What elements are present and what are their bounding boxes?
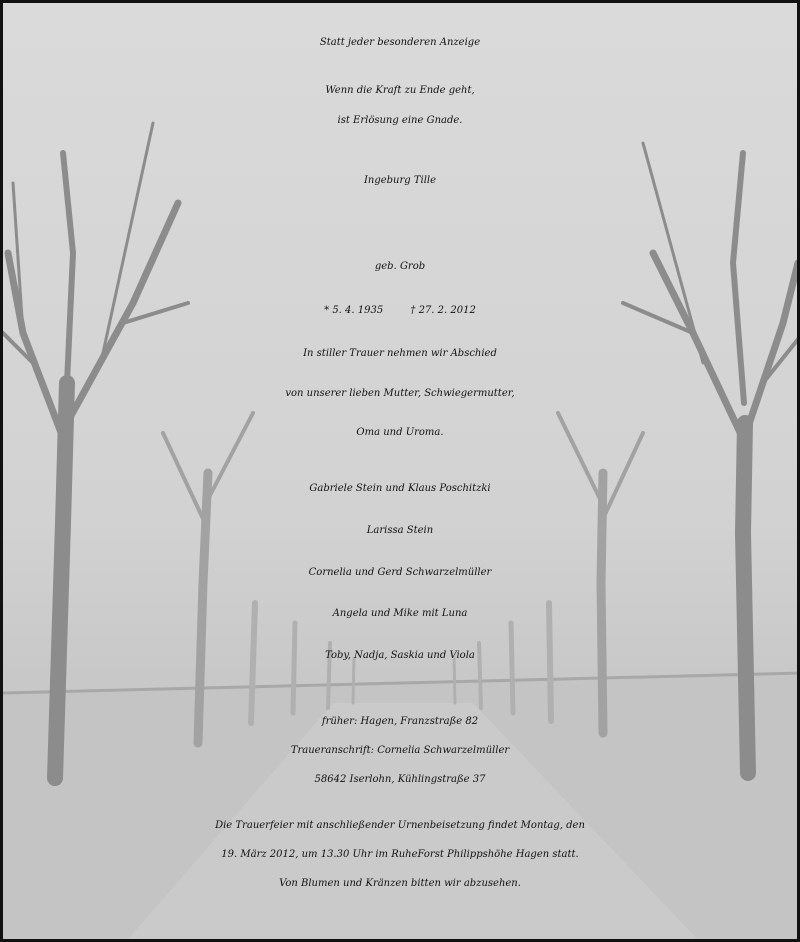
life-dates bbox=[3, 305, 797, 316]
deceased-name: Ingeburg Tille bbox=[363, 175, 437, 186]
birth-name: geb. Grob bbox=[374, 261, 426, 272]
message-line-2: von unserer lieben Mutter, Schwiegermutter, bbox=[285, 388, 515, 399]
birth-date: * 5. 4. 1935 bbox=[324, 305, 384, 316]
ceremony-line-2: 19. März 2012, um 13.30 Uhr im RuheForst Philippshöhe Hagen statt. bbox=[221, 849, 579, 860]
death-date: † 27. 2. 2012 bbox=[410, 305, 476, 316]
notice-headline: Statt jeder besonderen Anzeige bbox=[319, 37, 481, 48]
mourning-address-street: 58642 Iserlohn, Kühlingstraße 37 bbox=[314, 774, 486, 785]
mourner-line: Cornelia und Gerd Schwarzelmüller bbox=[308, 567, 492, 578]
tree-avenue-background bbox=[3, 3, 800, 942]
message-line-3: Oma und Uroma. bbox=[356, 427, 444, 438]
mourner-line: Larissa Stein bbox=[366, 525, 434, 536]
mourning-address-name: Traueranschrift: Cornelia Schwarzelmüller bbox=[290, 745, 510, 756]
mourner-line: Gabriele Stein und Klaus Poschitzki bbox=[309, 483, 491, 494]
quote-line-1: Wenn die Kraft zu Ende geht, bbox=[325, 85, 475, 96]
mourner-line: Toby, Nadja, Saskia und Viola bbox=[325, 650, 475, 661]
ceremony-line-1: Die Trauerfeier mit anschließender Urnenbeisetzung findet Montag, den bbox=[215, 820, 585, 831]
message-line-1: In stiller Trauer nehmen wir Abschied bbox=[303, 348, 497, 359]
ceremony-line-3: Von Blumen und Kränzen bitten wir abzusehen. bbox=[279, 878, 521, 889]
quote-line-2: ist Erlösung eine Gnade. bbox=[337, 115, 463, 126]
mourner-line: Angela und Mike mit Luna bbox=[332, 608, 468, 619]
former-address: früher: Hagen, Franzstraße 82 bbox=[321, 716, 479, 727]
